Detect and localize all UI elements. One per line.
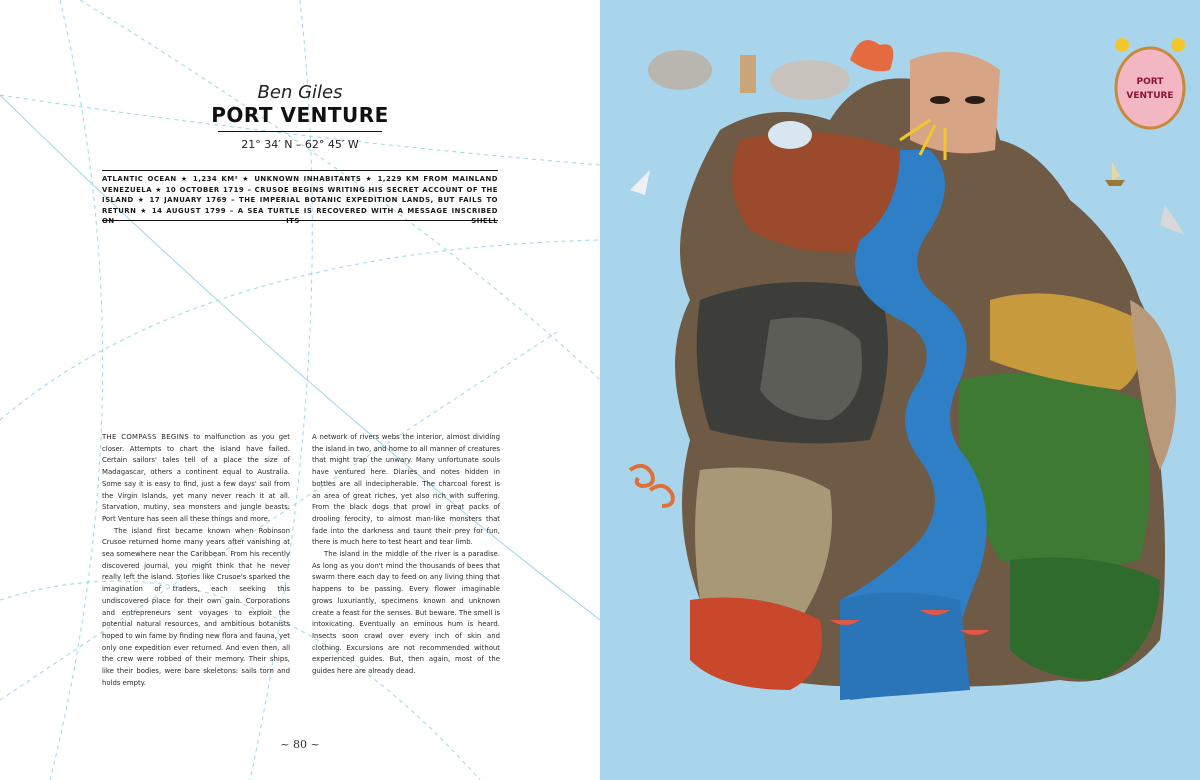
river-mouth	[840, 593, 970, 701]
text-column-right	[312, 432, 500, 678]
title-rule	[218, 131, 382, 132]
cloud	[648, 50, 712, 90]
right-page	[600, 0, 1200, 780]
column-right-paragraph-2: The island in the middle of the river is a paradise. As long as you don't mind the thousands of bees that swarm there each day to feed on any living thing that happens to be passing. Every flower imaginable grows luxuriantly, specimens known and unknown create a feast for the senses. But beware. The smell is intoxicating. Eventually an eminous hum is heard. Insects soon crawl over every inch of skin and clothing. Excursions are not recommended without experienced guides. But, then again, most of the guides here are already dead.	[312, 550, 500, 676]
page-number: ~ 80 ~	[280, 738, 320, 751]
face-collage	[910, 52, 1000, 153]
sailing-ship	[1105, 162, 1125, 186]
seal-line-2: VENTURE	[1126, 91, 1174, 101]
paragraph-text: to malfunction as you get closer. Attempts to chart the island have failed. Certain sailors' tales tell of a place the size of Madagascar, others a continent equal to Australia. Some say it is easy to find, just a few days' sail from the Virgin Islands, yet many never reach it at all. Starvation, mutiny, sea monsters and jungle beasts: Port Venture has seen all these things and more.	[102, 433, 290, 523]
column-left-paragraph-1	[102, 432, 290, 526]
island-collage-illustration	[600, 0, 1200, 780]
facts-box: ATLANTIC OCEAN ★ 1,234 KM² ★ UNKNOWN INHABITANTS ★ 1,229 KM FROM MAINLAND VENEZUELA ★ 10 OCTOBER 1719 – CRUSOE BEGINS WRITING HIS SECRET ACCOUNT OF THE ISLAND ★ 17 JANUARY 1769 – THE IMPERIAL BOTANIC EXPEDITION LANDS, BUT FAILS TO RETURN ★ 14 AUGUST 1799 – A SEA TURTLE IS RECOVERED WITH A MESSAGE INSCRIBED ON ITS SHELL	[102, 175, 498, 225]
author-name: Ben Giles	[257, 82, 343, 103]
column-right-paragraph-1: A network of rivers webs the interior, almost dividing the island in two, and home to all manner of creatures that might trap the unwary. Many unfortunate souls have ventured here. Diaries and notes hidden in bottles are all indecipherable. The charcoal forest is an area of great riches, yet also rich with suffering. From the black dogs that prowl in great packs of drooling ferocity, to almost man-like monsters that fade into the darkness and taunt their prey for fun, there is much here to test heart and tear limb.	[312, 433, 500, 547]
spiral-shell	[630, 466, 653, 486]
facts-rule-bottom	[102, 220, 498, 221]
face-eye	[930, 96, 950, 104]
face-eye	[965, 96, 985, 104]
text-column-left	[102, 432, 290, 689]
cloud	[768, 121, 812, 149]
cloud	[770, 60, 850, 100]
page-title: PORT VENTURE	[211, 103, 389, 127]
feather	[630, 170, 650, 195]
tower	[740, 55, 756, 93]
column-left-paragraph-2: The island first became known when Robinson Crusoe returned home many years after vanishing at sea somewhere near the Caribbean. From his recently discovered journal, you might think that he never really left the island. Stories like Crusoe's sparked the imagination of traders, each seeking this undiscovered place for their own gain. Corporations and entrepreneurs sent voyages to exploit the potential natural resources, and ambitious botanists hoped to win fame by finding new flora and fauna, yet only one expedition ever returned. And even then, all the crew were robbed of their memory. Their ships, like their bodies, were bare skeletons: sails torn and holds empty.	[102, 526, 290, 687]
feather	[1160, 205, 1185, 235]
port-venture-seal	[1115, 38, 1185, 128]
seal-line-1: PORT	[1136, 77, 1164, 87]
coral	[850, 40, 893, 71]
spiral-shell	[650, 486, 673, 506]
opening-words: THE COMPASS BEGINS	[102, 433, 189, 441]
coordinates: 21° 34′ N – 62° 45′ W	[241, 138, 359, 151]
facts-rule-top	[102, 170, 498, 171]
charcoal-forest	[760, 318, 862, 421]
